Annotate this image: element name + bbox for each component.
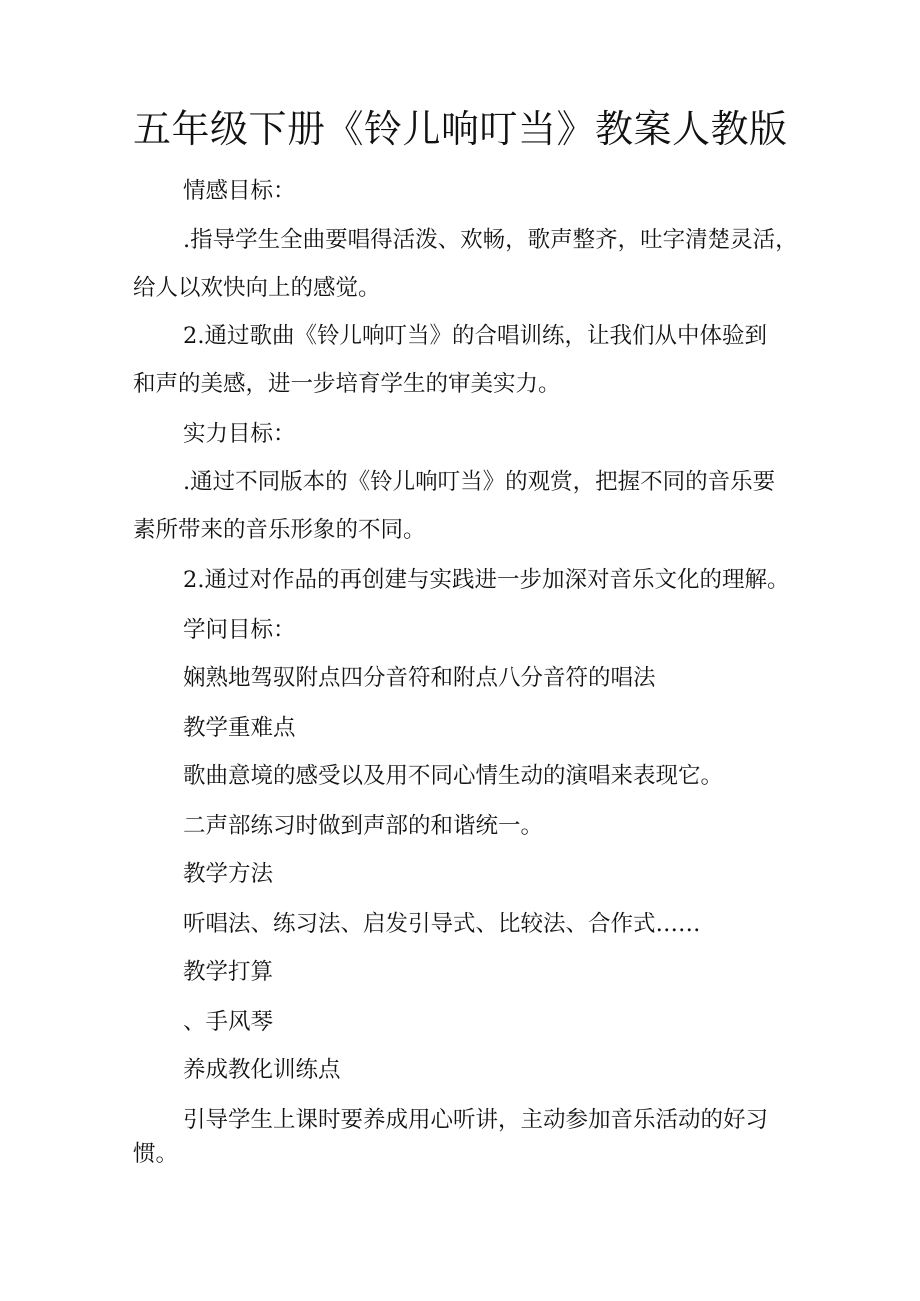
paragraph-line: 、手风琴 xyxy=(183,1009,274,1035)
section-heading-training-points: 养成教化训练点 xyxy=(183,1057,341,1083)
paragraph-line: 2.通过对作品的再创建与实践进一步加深对音乐文化的理解。 xyxy=(183,567,790,593)
paragraph-line: 素所带来的音乐形象的不同。 xyxy=(133,517,426,543)
paragraph-line: 歌曲意境的感受以及用不同心情生动的演唱来表现它。 xyxy=(183,763,724,789)
paragraph-line: 二声部练习时做到声部的和谐统一。 xyxy=(183,813,544,839)
paragraph-line: .通过不同版本的《铃儿响叮当》的观赏，把握不同的音乐要 xyxy=(183,469,776,495)
paragraph-line: 和声的美感，进一步培育学生的审美实力。 xyxy=(133,371,561,397)
paragraph-line: 引导学生上课时要养成用心听讲，主动参加音乐活动的好习 xyxy=(183,1107,769,1133)
section-heading-teaching-methods: 教学方法 xyxy=(183,861,274,887)
section-heading-ability-goals: 实力目标： xyxy=(183,421,296,447)
section-heading-teaching-plan: 教学打算 xyxy=(183,959,274,985)
paragraph-line: 给人以欢快向上的感觉。 xyxy=(133,275,381,301)
section-heading-key-points: 教学重难点 xyxy=(183,715,296,741)
section-heading-emotion-goals: 情感目标： xyxy=(183,178,296,204)
paragraph-line: 2.通过歌曲《铃儿响叮当》的合唱训练，让我们从中体验到 xyxy=(183,323,767,349)
paragraph-line: 娴熟地驾驭附点四分音符和附点八分音符的唱法 xyxy=(183,665,656,691)
paragraph-line: 惯。 xyxy=(133,1141,179,1167)
paragraph-line: 听唱法、练习法、启发引导式、比较法、合作式…… xyxy=(183,911,701,937)
section-heading-knowledge-goals: 学问目标： xyxy=(183,617,296,643)
paragraph-line: .指导学生全曲要唱得活泼、欢畅，歌声整齐，吐字清楚灵活， xyxy=(183,227,798,253)
document-title: 五年级下册《铃儿响叮当》教案人教版 xyxy=(133,107,788,151)
